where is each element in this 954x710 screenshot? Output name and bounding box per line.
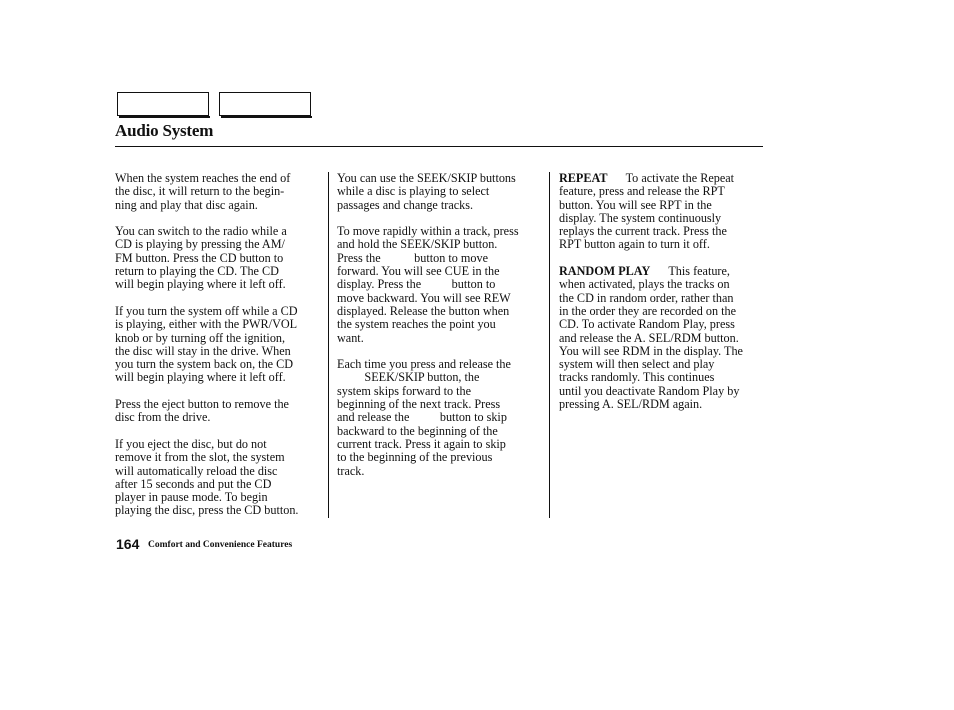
text-line: until you deactivate Random Play by	[559, 383, 740, 398]
page-number: 164	[116, 536, 140, 552]
text-line: after 15 seconds and put the CD	[115, 476, 272, 491]
text-line: Each time you press and release the	[337, 357, 511, 372]
paragraph	[115, 398, 325, 425]
feature-heading: RANDOM PLAY	[559, 264, 651, 279]
text-line: playing the disc, press the CD button.	[115, 503, 299, 518]
text-line: you turn the system back on, the CD	[115, 357, 294, 372]
text-line: passages and change tracks.	[337, 197, 474, 212]
paragraph	[337, 358, 542, 478]
text-line: You will see RDM in the display. The	[559, 343, 743, 358]
paragraph	[115, 225, 325, 291]
text-line: tracks randomly. This continues	[559, 370, 715, 385]
title-rule	[115, 146, 763, 147]
text-line: is playing, either with the PWR/VOL	[115, 317, 298, 332]
paragraph	[337, 225, 542, 345]
text-run: This feature,	[650, 264, 730, 279]
text-line: display. The system continuously	[559, 210, 722, 225]
text-line: and release the A. SEL/RDM button.	[559, 330, 739, 345]
nav-tab-1[interactable]	[117, 92, 209, 116]
text-line: CD is playing by pressing the AM/	[115, 237, 285, 252]
text-line: current track. Press it again to skip	[337, 436, 506, 451]
text-line: FM button. Press the CD button to	[115, 250, 284, 265]
text-line: disc from the drive.	[115, 410, 211, 425]
text-line: pressing A. SEL/RDM again.	[559, 397, 703, 412]
text-line: track.	[337, 463, 365, 478]
text-line: and hold the SEEK/SKIP button.	[337, 237, 498, 252]
text-line: CD. To activate Random Play, press	[559, 317, 735, 332]
text-line: when activated, plays the tracks on	[559, 277, 730, 292]
section-name: Comfort and Convenience Features	[148, 540, 293, 550]
paragraph	[115, 438, 325, 518]
text-line: will begin playing where it left off.	[115, 277, 286, 292]
text-line: in the order they are recorded on the	[559, 303, 736, 318]
text-line: return to playing the CD. The CD	[115, 264, 279, 279]
text-line: feature, press and release the RPT	[559, 184, 725, 199]
text-line: will automatically reload the disc	[115, 463, 278, 478]
text-line: SEEK/SKIP button, the	[337, 370, 480, 385]
text-column-1	[115, 172, 325, 531]
text-line	[559, 172, 765, 185]
text-line: to the beginning of the previous	[337, 450, 493, 465]
text-line: player in pause mode. To begin	[115, 490, 268, 505]
text-line: You can use the SEEK/SKIP buttons	[337, 171, 516, 185]
text-column-3	[559, 172, 765, 425]
text-line	[559, 265, 765, 278]
paragraph	[337, 172, 542, 212]
text-line: When the system reaches the end of	[115, 171, 291, 185]
text-line: You can switch to the radio while a	[115, 224, 287, 239]
paragraph	[559, 172, 765, 252]
text-line: backward to the beginning of the	[337, 423, 498, 438]
text-column-2	[337, 172, 542, 491]
paragraph	[559, 265, 765, 411]
text-line: knob or by turning off the ignition,	[115, 330, 286, 345]
text-line: system skips forward to the	[337, 383, 472, 398]
text-line: Press the eject button to remove the	[115, 397, 289, 412]
text-line: the disc, it will return to the begin-	[115, 184, 285, 199]
nav-tab-2[interactable]	[219, 92, 311, 116]
text-line: forward. You will see CUE in the	[337, 264, 500, 279]
text-line: Press the button to move	[337, 250, 488, 265]
text-line: the CD in random order, rather than	[559, 290, 734, 305]
text-line: the system reaches the point you	[337, 317, 496, 332]
column-divider-1	[328, 172, 329, 518]
text-line: remove it from the slot, the system	[115, 450, 285, 465]
text-line: beginning of the next track. Press	[337, 397, 501, 412]
text-line: If you turn the system off while a CD	[115, 303, 298, 318]
text-line: If you eject the disc, but do not	[115, 436, 267, 451]
text-line: replays the current track. Press the	[559, 224, 727, 239]
text-line: ning and play that disc again.	[115, 197, 258, 212]
text-line: move backward. You will see REW	[337, 290, 511, 305]
feature-heading: REPEAT	[559, 171, 608, 185]
text-line: To move rapidly within a track, press	[337, 224, 519, 239]
text-run: To activate the Repeat	[607, 171, 735, 185]
paragraph	[115, 305, 325, 385]
text-line: RPT button again to turn it off.	[559, 237, 710, 252]
text-line: system will then select and play	[559, 357, 715, 372]
column-divider-2	[549, 172, 550, 518]
text-line: display. Press the button to	[337, 277, 496, 292]
page-title: Audio System	[115, 121, 214, 140]
text-line: while a disc is playing to select	[337, 184, 490, 199]
text-line: and release the button to skip	[337, 410, 507, 425]
text-line: displayed. Release the button when	[337, 303, 510, 318]
text-line: want.	[337, 330, 364, 345]
text-line: the disc will stay in the drive. When	[115, 343, 291, 358]
paragraph	[115, 172, 325, 212]
text-line: button. You will see RPT in the	[559, 197, 712, 212]
text-line: will begin playing where it left off.	[115, 370, 286, 385]
